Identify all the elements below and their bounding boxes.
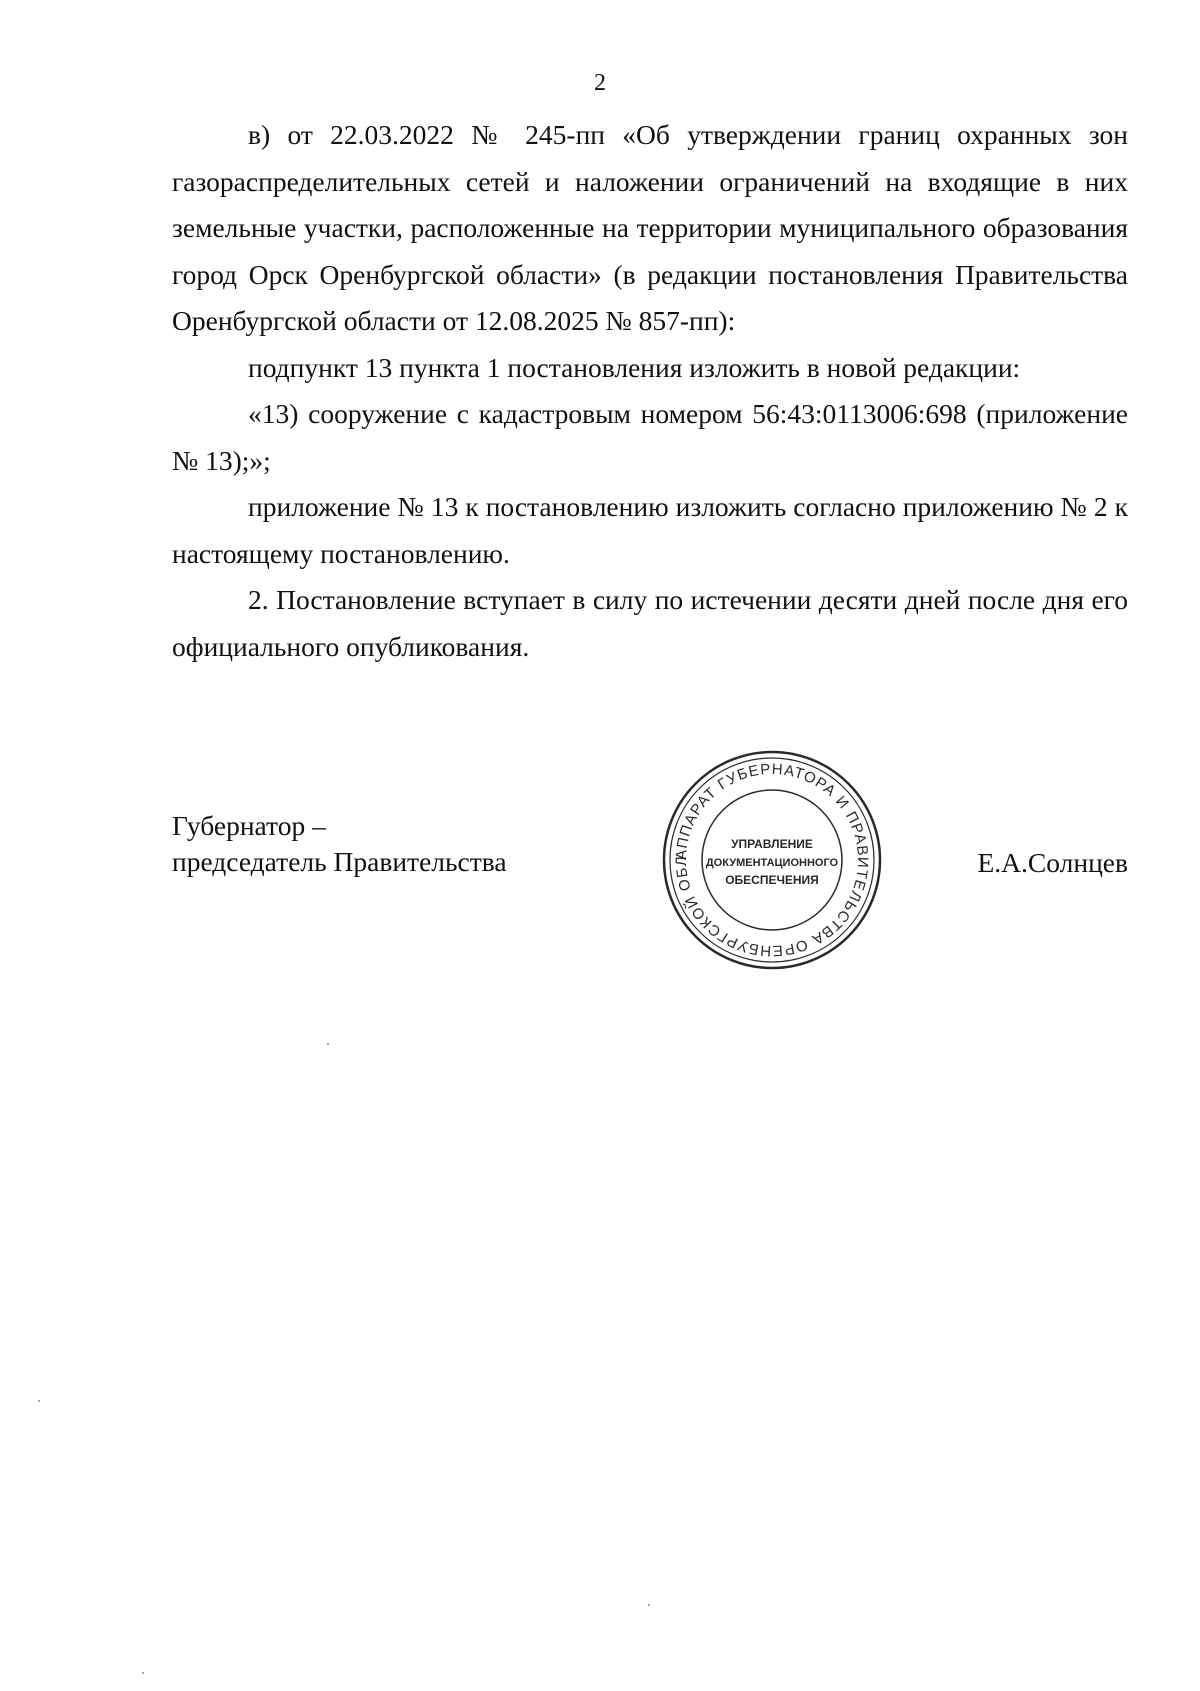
seal-center-line1: УПРАВЛЕНИЕ — [731, 837, 813, 851]
paragraph-subpoint-13: подпункт 13 пункта 1 постановления изложить в новой редакции: — [248, 351, 1021, 383]
signatory-name: Е.А.Солнцев — [977, 847, 1128, 878]
scan-speck — [38, 1400, 40, 1402]
page-number: 2 — [594, 70, 606, 96]
official-seal — [652, 740, 892, 980]
scan-speck — [648, 1604, 650, 1606]
seal-center-line2: ДОКУМЕНТАЦИОННОГО — [705, 857, 839, 869]
signatory-position — [172, 808, 507, 880]
seal-ring-text: АППАРАТ ГУБЕРНАТОРА И ПРАВИТЕЛЬСТВА ОРЕНБУРГСКОЙ ОБЛ — [672, 760, 872, 960]
seal-center-line3: ОБЕСПЕЧЕНИЯ — [725, 873, 819, 887]
paragraph-appendix-13: приложение № 13 к постановлению изложить согласно приложению № 2 к настоящему постановлению. — [172, 491, 1128, 569]
paragraph-effective-date: 2. Постановление вступает в силу по истечении десяти дней после дня его официального опубликования. — [172, 584, 1128, 662]
scan-speck — [327, 1043, 329, 1045]
scan-speck — [142, 1672, 144, 1674]
paragraph-amendment-v: в) от 22.03.2022 № 245-пп «Об утверждении границ охранных зон газораспределительных сетей и наложении ограничений на входящие в них земельные участки, расположенные на территории муниципального образования город Орск Оренбургской области» (в редакции постановления Правительства Оренбургской области от 12.08.2025 № 857-пп): — [172, 119, 1128, 336]
signatory-position-line2: председатель Правительства — [172, 846, 507, 877]
document-body — [172, 112, 1128, 670]
official-seal-graphic — [652, 740, 892, 980]
paragraph-new-wording: «13) сооружение с кадастровым номером 56:43:0113006:698 (приложение № 13);»; — [172, 398, 1128, 476]
signatory-position-line1: Губернатор – — [172, 810, 326, 841]
